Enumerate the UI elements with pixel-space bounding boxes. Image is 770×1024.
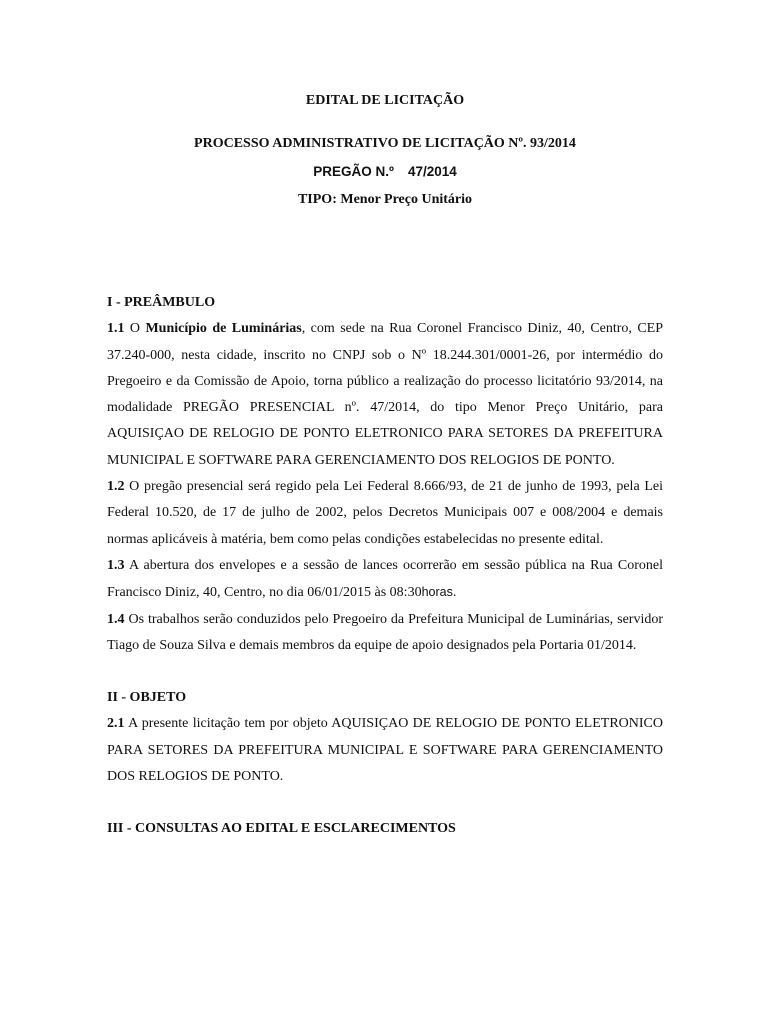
clause-text: O — [129, 321, 141, 337]
clause-number: 1.1 — [107, 321, 125, 337]
clause-text: , com sede na Rua Coronel Francisco Diniz, 40, Centro, CEP 37.240-000, nesta cidade, inscrito no CNPJ sob o Nº 18.244.301/0001-26, por intermédio do Pregoeiro e da Comissão de Apoio, torna público a realização do processo licitatório 93/2014, na modalidade PREGÃO PRESENCIAL nº. 47/2014, do tipo Menor Preço Unitário, para AQUISIÇAO DE RELOGIO DE PONTO ELETRONICO PARA SETORES DA PREFEITURA MUNICIPAL E SOFTWARE PARA GERENCIAMENTO DOS RELOGIOS DE PONTO. — [107, 321, 664, 468]
document-title: EDITAL DE LICITAÇÃO — [305, 93, 465, 108]
pregao-number — [0, 164, 770, 179]
tipo-line: TIPO: Menor Preço Unitário — [297, 192, 473, 207]
section-title-preambulo: I - PREÂMBULO — [107, 295, 216, 310]
clause-end: . — [452, 585, 457, 601]
process-number: PROCESSO ADMINISTRATIVO DE LICITAÇÃO Nº. 93/2014 — [194, 136, 576, 151]
pregao-value: 47/2014 — [407, 164, 457, 179]
document-body — [107, 290, 663, 843]
spacer — [107, 790, 663, 816]
clause-number: 2.1 — [107, 716, 125, 732]
clause-suffix: horas — [421, 585, 453, 600]
section-title-consultas: III - CONSULTAS AO EDITAL E ESCLARECIMENTOS — [107, 821, 456, 837]
clause-text: Os trabalhos serão conduzidos pelo Pregoeiro da Prefeitura Municipal de Luminárias, servidor Tiago de Souza Silva e demais membros da equipe de apoio designados pela Portaria 01/2014. — [107, 611, 664, 653]
clause-1-3 — [107, 553, 663, 607]
clause-1-2 — [107, 474, 663, 553]
clause-2-1 — [107, 711, 663, 790]
clause-1-4 — [107, 607, 663, 660]
clause-number: 1.4 — [107, 611, 125, 627]
clause-1-1 — [107, 316, 663, 474]
municipality-name: Município de Luminárias — [145, 321, 302, 337]
pregao-label: PREGÃO N.º — [313, 164, 394, 179]
clause-text: A abertura dos envelopes e a sessão de lances ocorrerão em sessão pública na Rua Coronel Francisco Diniz, 40, Centro, no dia 06/01/2015 às 08:30 — [107, 557, 663, 601]
clause-number: 1.3 — [107, 557, 125, 573]
spacer — [107, 659, 663, 685]
clause-text: A presente licitação tem por objeto AQUISIÇAO DE RELOGIO DE PONTO ELETRONICO PARA SETORES DA PREFEITURA MUNICIPAL E SOFTWARE PARA GERENCIAMENTO DOS RELOGIOS DE PONTO. — [107, 716, 663, 785]
section-title-objeto: II - OBJETO — [107, 690, 187, 706]
clause-number: 1.2 — [107, 479, 125, 495]
clause-text: O pregão presencial será regido pela Lei Federal 8.666/93, de 21 de junho de 1993, pela Lei Federal 10.520, de 17 de julho de 2002, pelos Decretos Municipais 007 e 008/2004 e demais normas aplicáveis à matéria, bem como pelas condições estabelecidas no presente edital. — [107, 479, 663, 547]
